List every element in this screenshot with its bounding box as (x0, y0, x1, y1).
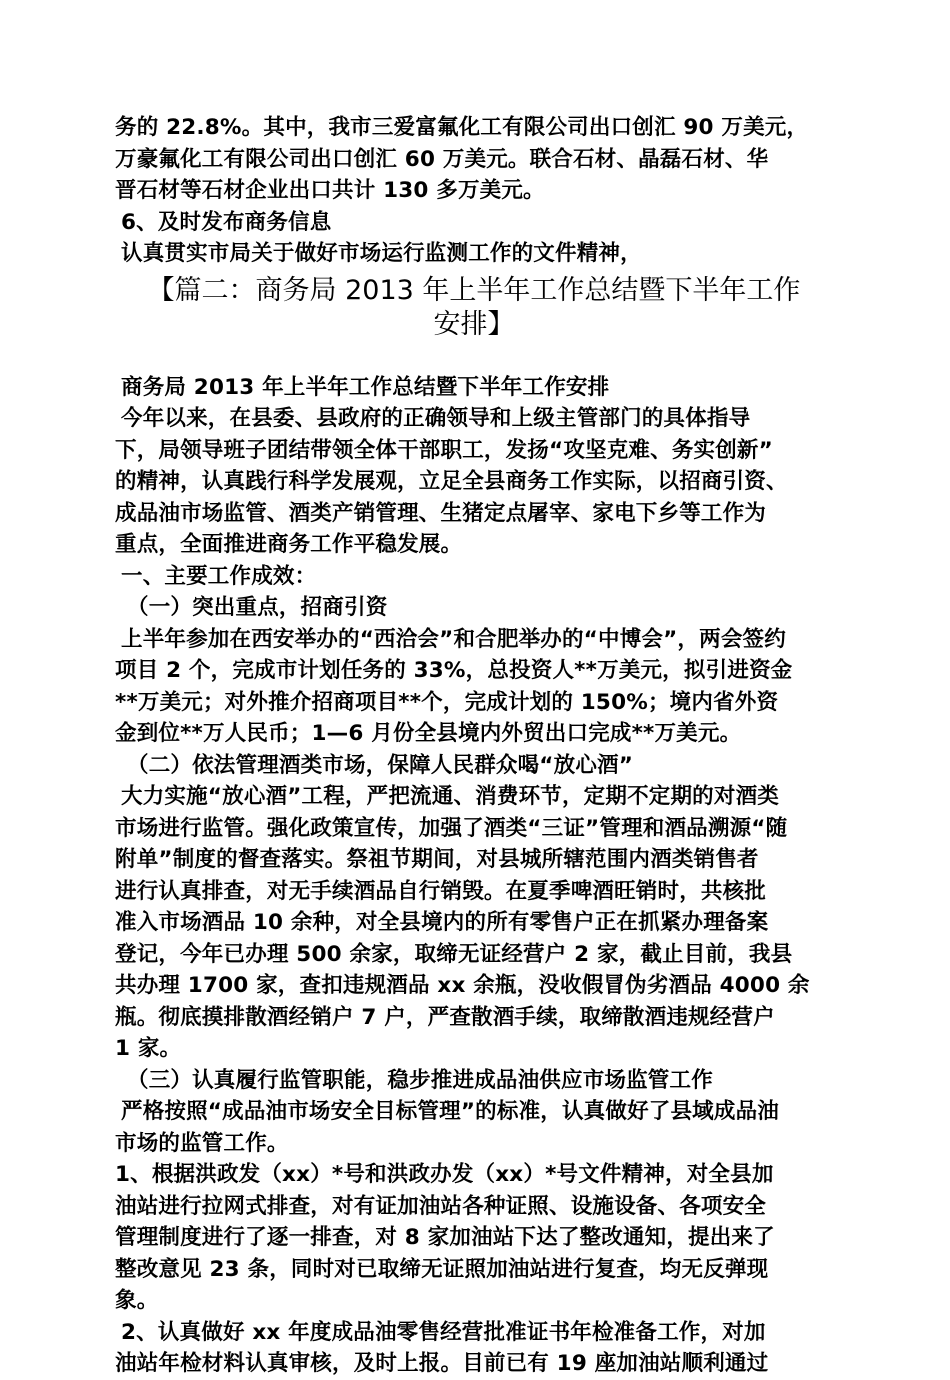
text-line: 瓶。彻底摸排散酒经销户 7 户，严查散酒手续，取缔散酒违规经营户 (115, 1004, 775, 1030)
text-line: 登记，今年已办理 500 余家，取缔无证经营户 2 家，截止目前，我县 (115, 941, 793, 967)
text-line: 油站年检材料认真审核，及时上报。目前已有 19 座加油站顺利通过 (115, 1351, 769, 1376)
spacer (115, 350, 845, 372)
text-line: 市场的监管工作。 (115, 1130, 289, 1156)
heading-line: （二）依法管理酒类市场，保障人民群众喝“放心酒” (127, 752, 634, 778)
text-line: 管理制度进行了逐一排查，对 8 家加油站下达了整改通知，提出来了 (115, 1225, 775, 1250)
text-line: 今年以来，在县委、县政府的正确领导和上级主管部门的具体指导 (121, 406, 751, 431)
text-line: 1 家。 (115, 1036, 182, 1061)
text-line: 认真贯实市局关于做好市场运行监测工作的文件精神， (121, 241, 642, 266)
text-line: 重点，全面推进商务工作平稳发展。 (115, 532, 463, 557)
text-line: 共办理 1700 家，查扣违规酒品 xx 余瓶，没收假冒伪劣酒品 4000 余 (115, 973, 810, 998)
text-line: 项目 2 个，完成市计划任务的 33%，总投资人**万美元，拟引进资金 (115, 658, 793, 683)
section-title (103, 274, 845, 342)
text-line: 的精神，认真践行科学发展观，立足全县商务工作实际，以招商引资、 (115, 469, 788, 494)
section-title-line: 【篇二：商务局 2013 年上半年工作总结暨下半年工作 (147, 274, 801, 306)
text-line: 晋石材等石材企业出口共计 130 多万美元。 (115, 178, 545, 203)
text-line: 进行认真排查，对无手续酒品自行销毁。在夏季啤酒旺销时，共核批 (115, 878, 767, 904)
text-line: 2、认真做好 xx 年度成品油零售经营批准证书年检准备工作，对加 (121, 1319, 766, 1345)
text-line: 成品油市场监管、酒类产销管理、生猪定点屠宰、家电下乡等工作为 (115, 500, 767, 526)
text-line: 1、根据洪政发（xx）*号和洪政办发（xx）*号文件精神，对全县加 (115, 1162, 774, 1187)
text-line: 准入市场酒品 10 余种，对全县境内的所有零售户正在抓紧办理备案 (115, 910, 769, 935)
text-line: 大力实施“放心酒”工程，严把流通、消费环节，定期不定期的对酒类 (121, 784, 779, 809)
text-line: 附单”制度的督查落实。祭祖节期间，对县城所辖范围内酒类销售者 (115, 847, 759, 872)
text-line: 万豪氟化工有限公司出口创汇 60 万美元。联合石材、晶磊石材、华 (115, 146, 769, 172)
text-line: **万美元；对外推介招商项目**个，完成计划的 150%；境内省外资 (115, 689, 779, 715)
text-line: 象。 (115, 1288, 159, 1313)
text-line: 严格按照“成品油市场安全目标管理”的标准，认真做好了县域成品油 (121, 1099, 779, 1124)
heading-line: （一）突出重点，招商引资 (127, 595, 388, 620)
text-line: 油站进行拉网式排查，对有证加油站各种证照、设施设备、各项安全 (115, 1193, 767, 1219)
text-line: 整改意见 23 条，同时对已取缔无证照加油站进行复查，均无反弹现 (115, 1256, 769, 1282)
text-line: 务的 22.8%。其中，我市三爱富氟化工有限公司出口创汇 90 万美元， (115, 115, 809, 140)
heading-line: （三）认真履行监管职能，稳步推进成品油供应市场监管工作 (127, 1067, 713, 1093)
text-line: 下，局领导班子团结带领全体干部职工，发扬“攻坚克难、务实创新” (115, 437, 773, 463)
subtitle-line: 商务局 2013 年上半年工作总结暨下半年工作安排 (121, 374, 610, 400)
section-title-line: 安排】 (433, 308, 515, 340)
text-line: 市场进行监管。强化政策宣传，加强了酒类“三证”管理和酒品溯源“随 (115, 815, 788, 841)
text-line: 上半年参加在西安举办的“西洽会”和合肥举办的“中博会”，两会签约 (121, 626, 786, 652)
text-line: 金到位**万人民币；1—6 月份全县境内外贸出口完成**万美元。 (115, 721, 742, 746)
text-line: 6、及时发布商务信息 (121, 209, 332, 235)
heading-line: 一、主要工作成效： (121, 563, 317, 589)
document-body (115, 112, 845, 1380)
